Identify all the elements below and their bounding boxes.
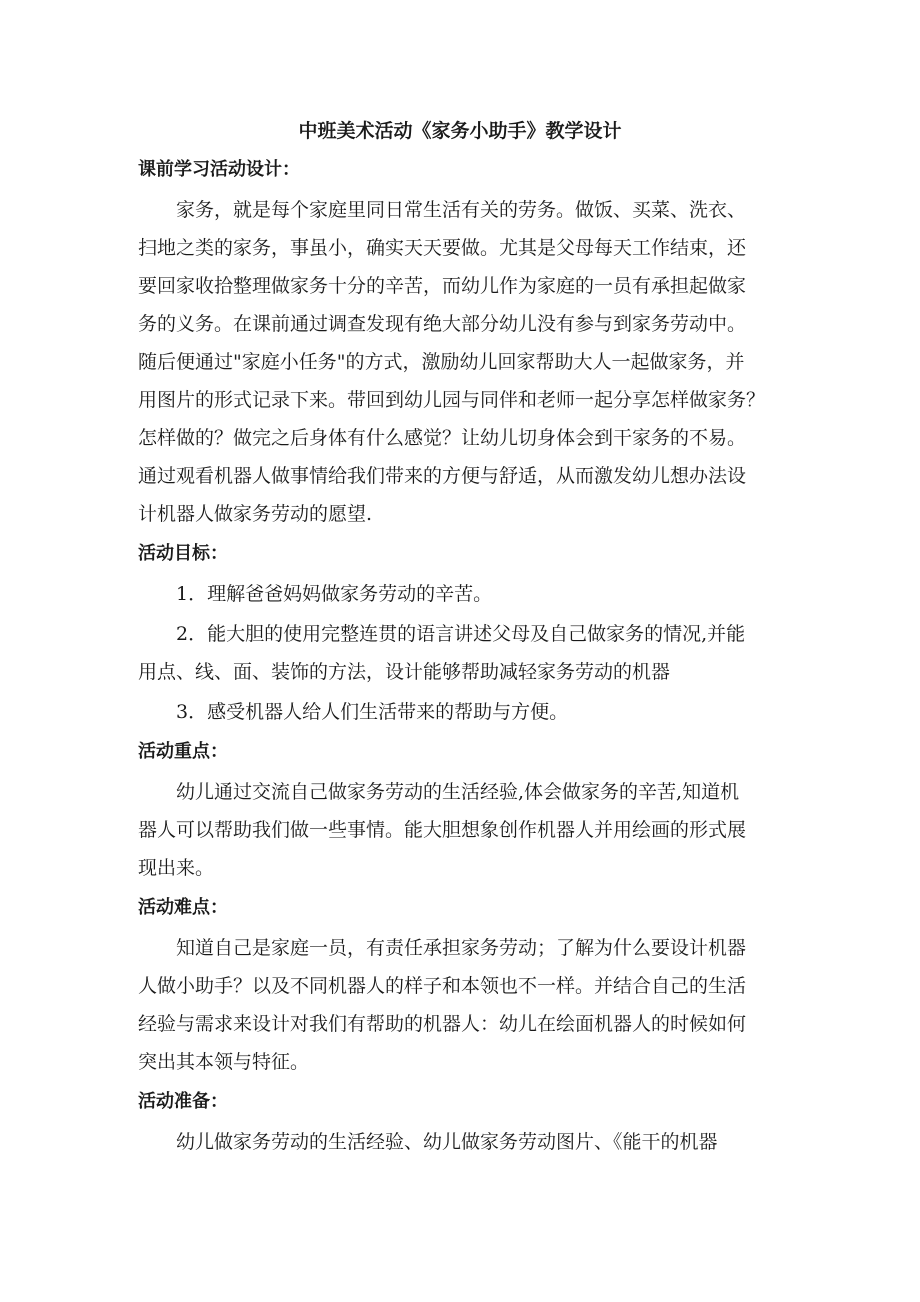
section-heading-goals: 活动目标： [138,543,228,564]
paragraph-line: 务的义务。在课前通过调查发现有绝大部分幼儿没有参与到家务劳动中。 [138,313,747,335]
paragraph-line: 现出来。 [138,857,215,879]
paragraph-line: 扫地之类的家务，事虽小，确实天天要做。尤其是父母每天工作结束，还 [138,237,747,259]
paragraph-line: 幼儿做家务劳动的生活经验、幼儿做家务劳动图片、《能干的机器 [176,1131,718,1153]
section-heading-pre-class: 课前学习活动设计： [138,159,300,180]
paragraph-line: 怎样做的？做完之后身体有什么感觉？让幼儿切身体会到干家务的不易。 [138,427,747,449]
section-heading-key-points: 活动重点： [138,741,228,762]
section-heading-difficulties: 活动难点： [138,897,228,918]
paragraph-line: 幼儿通过交流自己做家务劳动的生活经验,体会做家务的辛苦,知道机 [176,781,740,803]
paragraph-line: 人做小助手？以及不同机器人的样子和本领也不一样。并结合自己的生活 [138,975,747,997]
paragraph-line: 计机器人做家务劳动的愿望. [138,503,373,525]
paragraph-line: 知道自己是家庭一员，有责任承担家务劳动；了解为什么要设计机器 [176,937,747,959]
section-heading-preparation: 活动准备： [138,1091,228,1112]
document-title: 中班美术活动《家务小助手》教学设计 [298,120,622,142]
paragraph-line: 要回家收拾整理做家务十分的辛苦，而幼儿作为家庭的一员有承担起做家 [138,275,747,297]
goal-item-continued: 用点、线、面、装饰的方法，设计能够帮助减轻家务劳动的机器 [138,661,671,683]
goal-item: 3．感受机器人给人们生活带来的帮助与方便。 [176,701,569,723]
paragraph-line: 经验与需求来设计对我们有帮助的机器人：幼儿在绘面机器人的时候如何 [138,1013,747,1035]
paragraph-line: 器人可以帮助我们做一些事情。能大胆想象创作机器人并用绘画的形式展 [138,819,747,841]
goal-item: 1．理解爸爸妈妈做家务劳动的辛苦。 [176,583,493,605]
goal-item: 2．能大胆的使用完整连贯的语言讲述父母及自己做家务的情况,并能 [176,623,746,645]
paragraph-line: 家务，就是每个家庭里同日常生活有关的劳务。做饭、买菜、洗衣、 [176,199,747,221]
paragraph-line: 通过观看机器人做事情给我们带来的方便与舒适，从而激发幼儿想办法设 [138,465,747,487]
paragraph-line: 随后便通过"家庭小任务"的方式，激励幼儿回家帮助大人一起做家务，并 [138,351,745,373]
paragraph-line: 用图片的形式记录下来。带回到幼儿园与同伴和老师一起分享怎样做家务？ [138,389,766,411]
paragraph-line: 突出其本领与特征。 [138,1051,310,1073]
